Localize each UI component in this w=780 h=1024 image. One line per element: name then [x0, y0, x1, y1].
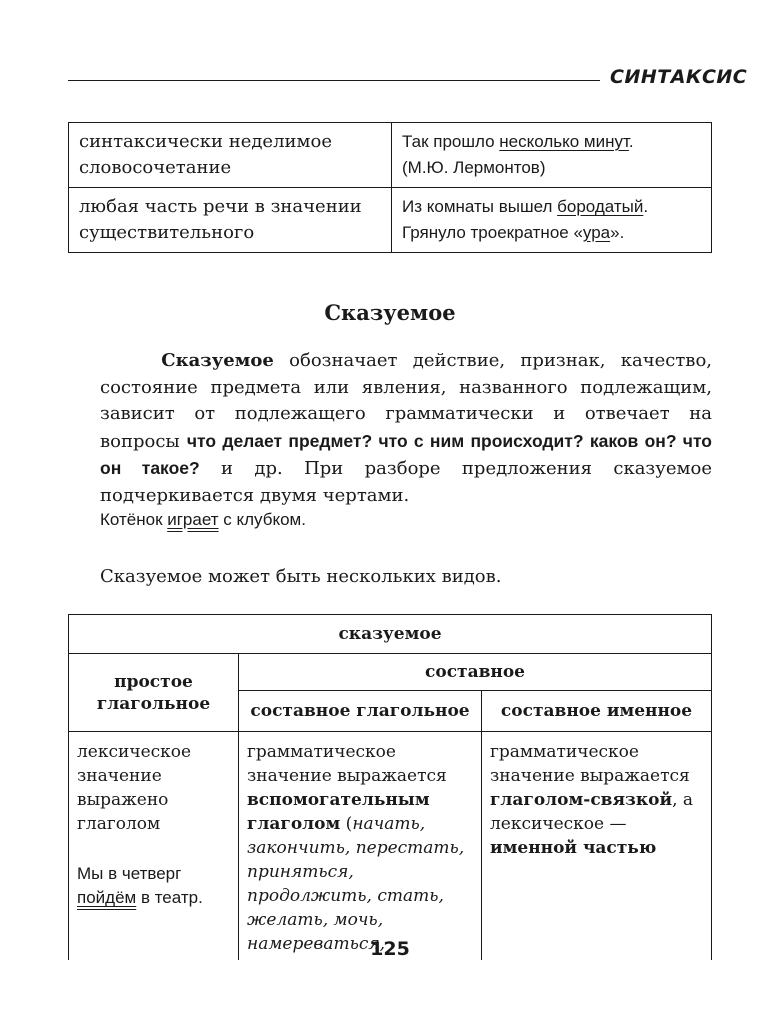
simple-example: [77, 862, 230, 910]
definition-paragraph: [100, 348, 712, 510]
nominal-bold-term: глаголом-связкой: [490, 790, 673, 810]
section-title: Сказуемое: [324, 300, 456, 325]
table-header-compound-verbal: составное глагольное: [239, 691, 482, 732]
example-text: ».: [610, 223, 625, 242]
subject-forms-table: [68, 122, 712, 253]
table-cell: любая часть речи в значении существительного: [69, 188, 392, 253]
subject-underline: ура: [582, 223, 611, 242]
example-text: Так прошло: [402, 132, 500, 151]
running-header: СИНТАКСИС: [610, 66, 748, 88]
example-text: в театр.: [136, 888, 203, 907]
example-text: .: [628, 132, 634, 151]
table-cell: синтаксически неделимое словосочетание: [69, 123, 392, 188]
table-header-simple: простое глагольное: [69, 654, 239, 732]
table-row: [69, 615, 712, 654]
table-row: [69, 188, 712, 253]
definition-text: и др. При разборе предложения сказуемое подчеркивается двумя чертами.: [100, 458, 712, 506]
verbal-examples: начать, закончить, перестать, приняться, продолжить, стать, желать, мочь, намереваться,: [247, 814, 465, 954]
nominal-description: грамматическое значение выражается: [490, 742, 690, 786]
definition-questions: что делает предмет? что с ним происходит? каков он? что он такое?: [100, 430, 712, 479]
table-row: [69, 123, 712, 188]
definition-term: Сказуемое: [161, 350, 274, 371]
table-row: [69, 732, 712, 961]
verbal-description: грамматическое значение выражается: [247, 742, 447, 786]
nominal-description: , а лексическое —: [490, 790, 694, 834]
page-number: 125: [370, 938, 410, 960]
predicate-underline: играет: [167, 510, 219, 529]
table-cell: [239, 732, 482, 961]
subject-underline: несколько минут: [499, 132, 629, 151]
nominal-bold-term: именной частью: [490, 838, 657, 858]
predicate-underline: пойдём: [77, 888, 137, 907]
table-header-root: сказуемое: [69, 615, 712, 654]
predicate-types-table: [68, 614, 712, 960]
table-header-compound: составное: [239, 654, 712, 691]
header-rule: [68, 80, 600, 81]
table-cell: [392, 188, 712, 253]
table-row: [69, 654, 712, 691]
kinds-sentence: Сказуемое может быть нескольких видов.: [100, 566, 502, 587]
verbal-description: (: [340, 814, 353, 834]
verbal-bold-term: вспомогательным глаголом: [247, 790, 430, 834]
example-text: Мы в четверг: [77, 864, 182, 883]
example-text: .: [643, 197, 649, 216]
table-cell: [392, 123, 712, 188]
definition-text: обозначает действие, признак, качество, состояние предмета или явления, названного подлежащим, зависит от подлежащего грамматически и отвечает на вопросы: [100, 350, 713, 452]
example-text: Котёнок: [100, 510, 168, 529]
example-text: Из комнаты вышел: [402, 197, 558, 216]
subject-underline: бородатый: [557, 197, 644, 216]
example-text: Грянуло троекратное «: [402, 223, 583, 242]
example-text: с клубком.: [218, 510, 306, 529]
simple-description: лексическое значение выражено глаголом: [77, 742, 192, 834]
example-attribution: (М.Ю. Лермонтов): [402, 158, 546, 177]
table-cell: [69, 732, 239, 961]
table-header-compound-nominal: составное именное: [482, 691, 712, 732]
table-cell: [482, 732, 712, 961]
example-sentence: [100, 510, 306, 530]
